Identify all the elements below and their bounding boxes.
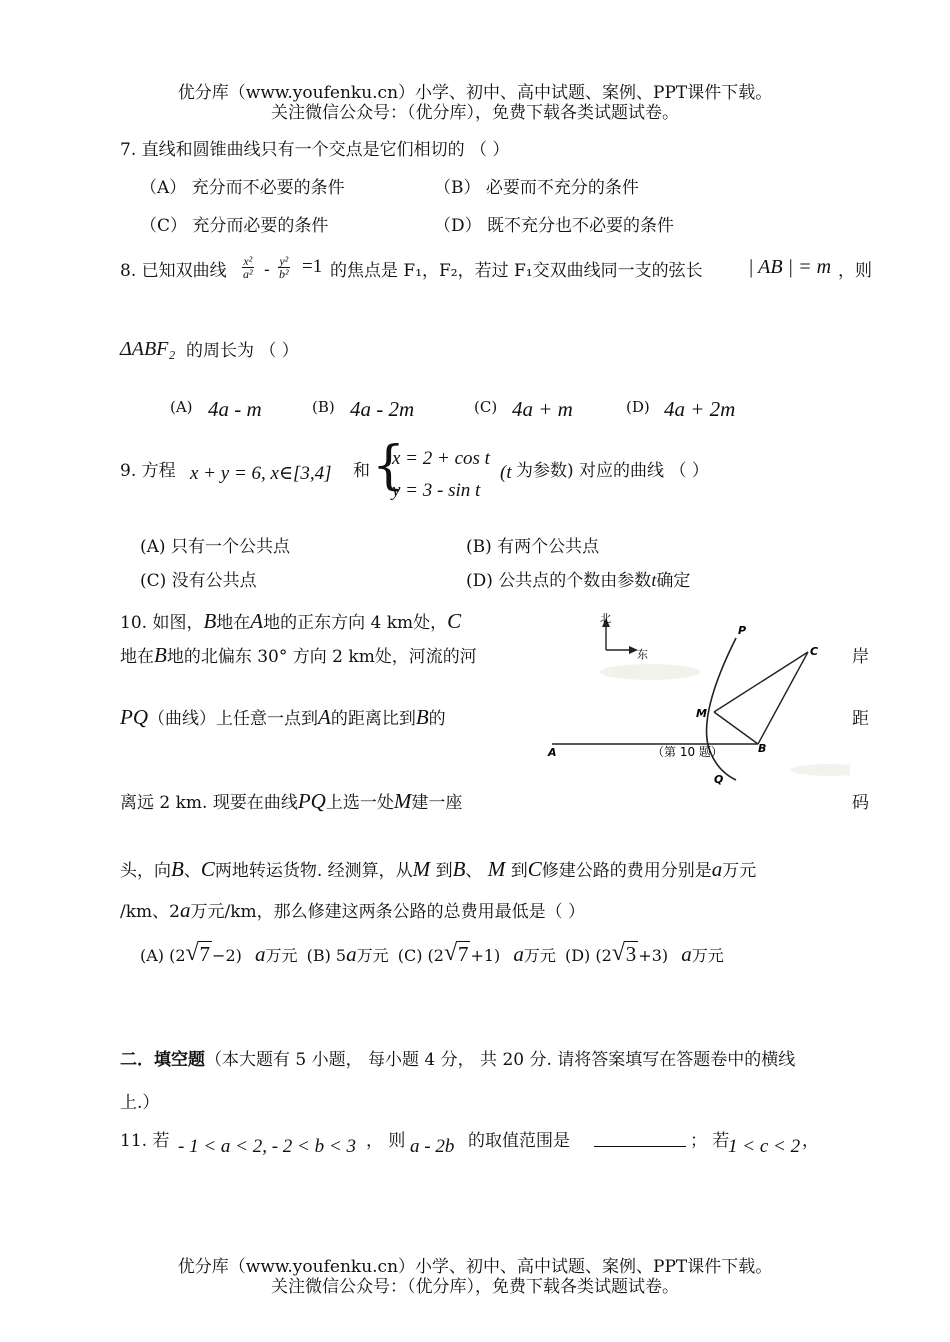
q9-option-b: (B) 有两个公共点 (466, 537, 600, 557)
q7-option-a: （A） 充分而不必要的条件 (140, 178, 345, 198)
header-line-2: 关注微信公众号：（优分库），免费下载各类试题试卷。 (271, 103, 679, 123)
q11-mid: 的取值范围是 (468, 1131, 570, 1151)
q11-expression: a - 2b (410, 1136, 455, 1157)
q11-prefix: 11. 若 (120, 1131, 170, 1151)
q9-param-text: 为参数) 对应的曲线 （ ） (516, 461, 709, 481)
q7-stem: 7. 直线和圆锥曲线只有一个交点是它们相切的 （ ） (120, 140, 510, 160)
q9-option-a: (A) 只有一个公共点 (140, 537, 290, 557)
section-2-desc: （本大题有 5 小题， 每小题 4 分， 共 20 分. 请将答案填写在答题卷中的横线 (205, 1050, 796, 1070)
q10-line-3: PQ（曲线）上任意一点到A的距离比到B的 (120, 705, 446, 729)
q10-line-1: 10. 如图，B地在A地的正东方向 4 km处，C (120, 609, 462, 633)
label-q: Q (714, 773, 724, 786)
segment-mc (714, 652, 808, 712)
q10-options: (A) (2 √ 7 −2) a万元 (B) 5a万元 (C) (2 √ 7 +1) a万元 (D) (2 √ 3 +3) a万元 (140, 940, 724, 966)
q9-brace: { (372, 436, 406, 496)
q8-option-c: 4a + m (512, 397, 573, 421)
label-m: M (696, 707, 707, 720)
q10-line-6: /km、2a万元/km，那么修建这两条公路的总费用最低是（ ） (120, 898, 586, 922)
q8-option-b: 4a - 2m (350, 397, 415, 421)
segment-cb (758, 652, 808, 744)
q8-fraction-x: $\frac{\text{x²}}{\text{a²}}$ (243, 254, 253, 281)
q7-option-b: （B） 必要而不充分的条件 (434, 178, 639, 198)
q10-figure (540, 600, 850, 800)
q8-eq1: =1 (302, 256, 323, 277)
section-2-title: 二．填空题 (120, 1050, 205, 1070)
q8-fraction-y: $\frac{\text{y²}}{\text{b²}}$ (279, 254, 289, 281)
section-2-heading (120, 1045, 795, 1070)
q10-line-4: 离远 2 km. 现要在曲线PQ上选一处M建一座 (120, 789, 463, 813)
q10-line-2-end: 岸 (852, 647, 869, 667)
section-2-desc-cont: 上.） (120, 1093, 160, 1113)
q11-semicolon: ； 若 (690, 1131, 730, 1151)
q10-line-4-end: 码 (852, 793, 869, 813)
q9-prefix: 9. 方程 (120, 461, 176, 481)
q9-option-c: (C) 没有公共点 (140, 571, 257, 591)
q7-option-d: （D） 既不充分也不必要的条件 (434, 216, 675, 236)
q9-system-line-2: y = 3 - sin t (392, 480, 481, 501)
q8-option-d: 4a + 2m (664, 397, 736, 421)
q8-option-a: 4a - m (208, 397, 262, 421)
label-c: C (810, 645, 819, 658)
q8-end: ，则 (838, 261, 872, 281)
q8-perimeter: 的周长为 （ ） (186, 341, 299, 361)
footer-line-2: 关注微信公众号：（优分库），免费下载各类试题试卷。 (271, 1277, 679, 1297)
q9-option-d: (D) 公共点的个数由参数t确定 (466, 570, 691, 591)
q11-answer-blank[interactable] (594, 1128, 686, 1147)
q11-comma: ， 则 (366, 1131, 406, 1151)
q7-option-c: （C） 充分而必要的条件 (140, 216, 329, 236)
footer-line-1: 优分库（www.youfenku.cn）小学、初中、高中试题、案例、PPT课件下载。 (177, 1257, 773, 1277)
figure-caption: （第 10 题） (652, 745, 723, 759)
q9-and: 和 (353, 461, 370, 481)
q9-equation: x + y = 6, x∈[3,4] (190, 463, 332, 484)
q8-option-a-label: (A) (170, 398, 193, 416)
header-line-1: 优分库（www.youfenku.cn）小学、初中、高中试题、案例、PPT课件下载。 (177, 83, 773, 103)
label-a: A (548, 746, 557, 759)
label-p: P (738, 624, 747, 637)
q10-line-3-end: 距 (852, 709, 869, 729)
q10-line-2: 地在B地的北偏东 30° 方向 2 km处，河流的河 (120, 643, 477, 667)
q8-mid: 的焦点是 F₁，F₂，若过 F₁交双曲线同一支的弦长 (330, 261, 703, 281)
q8-triangle: ΔABF₂ (120, 338, 176, 360)
figure-smudge (790, 764, 850, 776)
label-north: 北 (600, 612, 611, 625)
label-b: B (758, 742, 767, 755)
q11-condition-2: 1 < c < 2 (728, 1136, 801, 1157)
q8-minus: - (264, 260, 270, 280)
segment-mb (714, 712, 758, 744)
q11-end: ， (802, 1131, 819, 1151)
q10-line-5: 头，向B、C两地转运货物. 经测算，从M 到B、 M 到C修建公路的费用分别是a万元 (120, 857, 757, 881)
q8-option-b-label: (B) (312, 398, 335, 416)
q8-prefix: 8. 已知双曲线 (120, 261, 227, 281)
q9-param-t: (t (500, 462, 512, 483)
q8-chord: | AB | = m (748, 256, 832, 278)
figure-smudge (600, 664, 700, 680)
q8-option-d-label: (D) (626, 398, 650, 416)
label-east: 东 (637, 648, 648, 661)
q9-system-line-1: x = 2 + cos t (392, 448, 490, 469)
q8-option-c-label: (C) (474, 398, 498, 416)
q11-condition: - 1 < a < 2, - 2 < b < 3 (178, 1136, 356, 1157)
